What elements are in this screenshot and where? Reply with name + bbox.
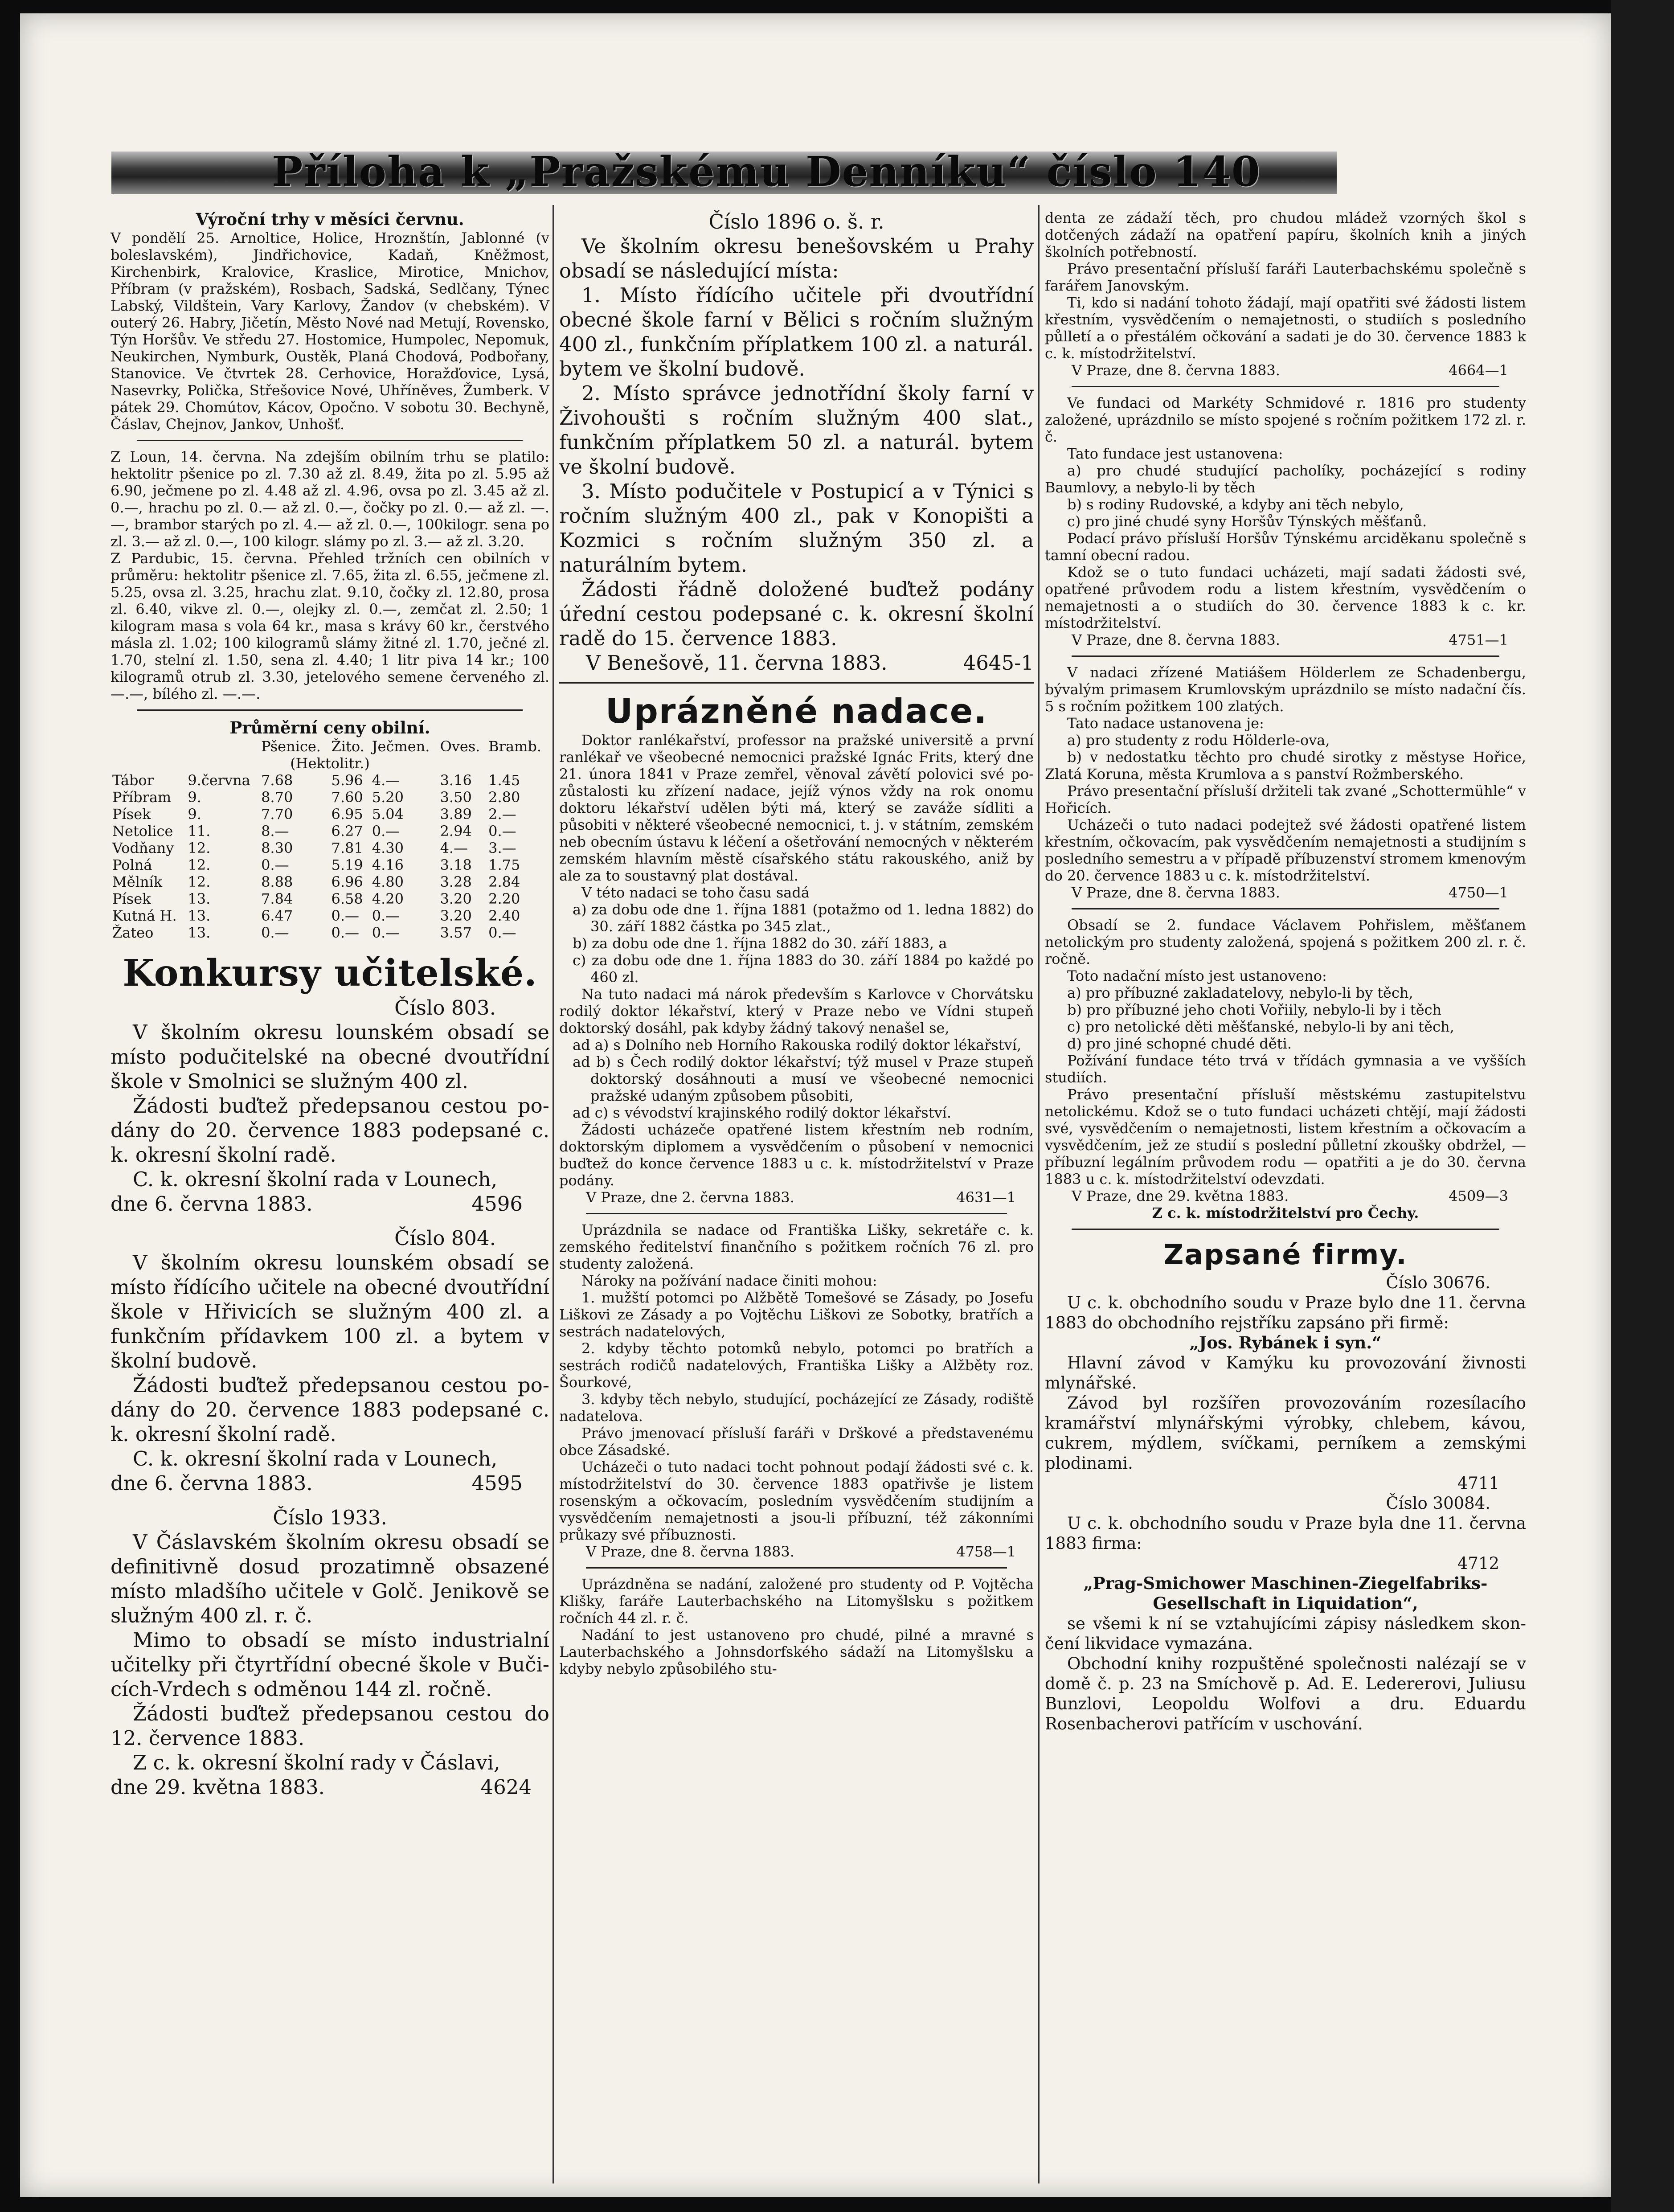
k1-date: dne 6. června 1883.	[111, 1192, 313, 1216]
table-cell: 4.16	[372, 856, 404, 873]
table-cell: 0.—	[488, 924, 516, 941]
table-cell: 7.68	[261, 772, 293, 789]
table-header-cell: Pšenice.	[261, 738, 321, 755]
table-cell: 0.—	[372, 924, 400, 941]
nadace-6-b: b) pro příbuzné jeho choti Vořiily, nebylo-li by i těch	[1067, 1001, 1442, 1018]
table-cell: 8.30	[261, 840, 293, 856]
k1-text: V školním okresu lounském obsadí se místo podučitelské na obecné dvoutřídní škole v Smolnici se služným 400 zl.	[111, 1020, 549, 1093]
nadace-2-date: V Praze, dne 8. června 1883.	[586, 1543, 794, 1560]
column-3	[1045, 209, 1526, 1734]
table-cell: 3.20	[440, 907, 472, 924]
k1-signature: C. k. okresní školní rada v Lounech,	[133, 1167, 498, 1191]
nadace-2-claim-1: 1. mužští potomci po Alžbětě Tomešové se Zásady, po Josefu Liškovi ze Zásady a po Vojtěchu Liškovi ze Sobotky, bratřích a sestrách nadatelových,	[559, 1289, 1034, 1340]
table-cell: 7.81	[331, 840, 363, 856]
k2-text2: Žádosti buďtež předepsanou cestou podány do 20. července 1883 podepsané c. k. okresní školní radě.	[111, 1373, 549, 1446]
column-divider-1	[553, 205, 554, 2183]
nadace-5-text: V nadaci zřízené Matiášem Hölderlem ze Schadenbergu, bývalým primasem Krumlovským uprázdnilo se místo nadační čís. 5 s ročním požitkem 100 zlatých.	[1045, 664, 1526, 715]
table-cell: Žateo	[112, 924, 154, 941]
table-cell: Netolice	[112, 823, 173, 840]
nadace-2-text: Uprázdnila se nadace od Františka Lišky, sekretáře c. k. zemského ředitelství finančního s požitkem ročních 76 zl. pro studenty založená.	[559, 1221, 1034, 1272]
nadace-4-text: Ve fundaci od Markéty Schmidové r. 1816 pro studenty založené, uprázdnilo se místo spojené s ročním požitkem 172 zl. r. č.	[1045, 394, 1526, 445]
markets-title: Výroční trhy v měsíci červnu.	[196, 209, 464, 229]
nadace-1-c: c) za dobu ode dne 1. října 1883 do 30. září 1884 po každé po 460 zl.	[573, 952, 1034, 986]
nadace-1-claim: Na tuto nadaci má nárok především s Karlovce v Chorvátsku rodilý doktor lékařství, který v Praze nebo ve Vídni stupeň doktorský dosáhl, pak kdyby žádný takový nenašel se,	[559, 986, 1034, 1036]
markets-text: V pondělí 25. Arnoltice, Holice, Hroznštín, Jablonné (v boleslavském), Jindřichovice, Kadaň, Kněžmost, Kirchenbirk, Kralovice, Kraslice, Mirotice, Mnichov, Příbram (v pražském), Rosbach, Sadská, Sedlčany, Týnec Labský, Vildštein, Vary Karlovy, Žandov (v chebském). V outerý 26. Habry, Jičetín, Město Nové nad Metují, Rovensko, Týn Horšův. Ve středu 27. Hostomice, Humpolec, Nepomuk, Neukirchen, Nymburk, Oustěk, Planá Chodová, Podbořany, Stanovice. Ve čtvrtek 28. Cerhovice, Horažďovice, Lysá, Nasevrky, Polička, Střešovice Nové, Uhříněves, Žumberk. V pátek 29. Chomútov, Kácov, Opočno. V sobotu 30. Bechyně, Čáslav, Chejnov, Jankov, Unhošť.	[111, 229, 549, 433]
table-cell: 8.—	[261, 823, 289, 840]
c2-number: Číslo 1896 o. š. r.	[708, 210, 884, 233]
nadace-5-serial: 4750—1	[1449, 884, 1508, 901]
nadace-6-serial: 4509—3	[1449, 1188, 1508, 1204]
table-cell: 9.	[188, 789, 201, 806]
nadace-4-b: b) s rodiny Rudovské, a kdyby ani těch nebylo,	[1067, 496, 1404, 513]
nadace-4-right: Podací právo přísluší Horšův Týnskému arciděkanu společně s tamní obecní radou.	[1045, 530, 1526, 564]
table-cell: 0.—	[331, 907, 360, 924]
table-cell: 6.47	[261, 907, 293, 924]
nadace-4-purpose: Tato fundace jest ustanovena:	[1067, 445, 1283, 462]
table-cell: 6.96	[331, 873, 363, 890]
k2-signature: C. k. okresní školní rada v Lounech,	[133, 1447, 498, 1471]
grain-price-table	[111, 738, 549, 941]
table-header-cell	[186, 738, 259, 755]
table-cell: 1.45	[488, 772, 520, 789]
k3-text3: Žádosti buďtež předepsanou cestou do 12. července 1883.	[111, 1702, 549, 1750]
nadace-6-date: V Praze, dne 29. května 1883.	[1072, 1188, 1289, 1204]
k3-text: V Čáslavském školním okresu obsadí se definitivně dosud prozatimně obsazené místo mladšího učitele v Golč. Jenikově se služným 400 zl. r. č.	[111, 1530, 549, 1627]
table-cell: 5.19	[331, 856, 363, 873]
firm-1-b: Závod byl rozšířen provozováním rozesílacího kramářství mlynářskými výrobky, chlebem, kávou, cukrem, mýdlem, svíčkami, perníkem a zemskými plodinami.	[1045, 1393, 1526, 1473]
k1-serial: 4596	[471, 1192, 523, 1216]
k1-number: Číslo 803.	[394, 996, 496, 1020]
nadace-1-serial: 4631—1	[956, 1189, 1016, 1206]
nadace-5-a: a) pro studenty z rodu Hölderle-ova,	[1067, 732, 1330, 749]
c2-item-3: 3. Místo podučitele v Postupicí a v Týnici s ročním služným 400 zl., pak v Konopišti a Kozmici s ročním služným 350 zl. a naturálním bytem.	[559, 479, 1034, 577]
firm-2-name: „Prag-Smichower Maschinen-Ziegelfabriks-Gesellschaft in Liquidation“,	[1083, 1573, 1488, 1613]
nadace-2-apply: Ucházeči o tuto nadaci tocht pohnout podají žádosti své c. k. místodržitelství do 30. července 1883 opatřivše je listem rosenským a očkovacím, posledním vysvědčením studijním a vysvědčením nemajetnosti a jsou-li příbuzní, též zákonními průkazy své příbuznosti.	[559, 1458, 1034, 1543]
table-cell: 3.18	[440, 856, 472, 873]
table-row	[111, 890, 549, 907]
table-row	[111, 823, 549, 840]
page-header-title: Příloha k „Pražskému Denníku“ číslo 140	[272, 147, 1261, 196]
c2-date: V Benešově, 11. června 1883.	[586, 651, 888, 675]
nadace-4-date: V Praze, dne 8. června 1883.	[1072, 631, 1280, 648]
divider	[1072, 908, 1499, 909]
konkursy-heading: Konkursy učitelské.	[123, 952, 537, 995]
table-cell: 7.70	[261, 806, 293, 823]
table-row	[111, 789, 549, 806]
table-cell: 12.	[188, 873, 211, 890]
table-cell: Tábor	[112, 772, 154, 789]
firm-1-serial: 4711	[1457, 1474, 1499, 1493]
firm-2-number: Číslo 30084.	[1386, 1494, 1490, 1513]
nadace-5-purpose: Tato nadace ustanovena je:	[1067, 715, 1264, 732]
nadace-1-claim-b: ad b) s Čech rodilý doktor lékařství; týž musel v Praze stupeň doktorský dosáhnouti a musí ve všeobecné nemocnici pražské udaným způsobem působiti,	[573, 1053, 1034, 1104]
divider	[1072, 655, 1499, 657]
k2-text: V školním okresu lounském obsadí se místo řídícího učitele na obecné dvoutřídní škole v Hřivicích se služným 400 zl. a funkčním přídavkem 100 zl. a bytem v školní budově.	[111, 1251, 549, 1372]
firm-1-text: U c. k. obchodního soudu v Praze bylo dne 11. června 1883 do obchodního rejstříku zapsáno při firmě:	[1045, 1293, 1526, 1332]
firm-2-text: U c. k. obchodního soudu v Praze byla dne 11. června 1883 firma:	[1045, 1514, 1526, 1553]
grain-table-title: Průměrní ceny obilní.	[229, 718, 430, 737]
nadace-3-serial: 4664—1	[1449, 362, 1508, 379]
divider	[1072, 386, 1499, 387]
table-cell: 13.	[188, 890, 211, 907]
nadace-4-c: c) pro jiné chudé syny Horšův Týnských měšťanů.	[1067, 513, 1427, 530]
nadace-2-claims: Nároky na požívání nadace činiti mohou:	[581, 1272, 877, 1289]
nadace-1-b: b) za dobu ode dne 1. října 1882 do 30. září 1883, a	[573, 935, 947, 952]
table-cell: 4.20	[372, 890, 404, 907]
column-2	[559, 209, 1034, 1677]
nadace-3-cont: denta ze zádaží těch, pro chudou mládež vzorných škol s dotčených zádaží na opatření papíru, školních knih a jiných školních potřebností.	[1045, 209, 1526, 260]
table-cell: 0.—	[331, 924, 360, 941]
nadace-1-claim-a: ad a) s Dolního neb Horního Rakouska rodilý doktor lékařství,	[573, 1036, 1022, 1053]
table-cell: 2.40	[488, 907, 520, 924]
table-row	[111, 806, 549, 823]
table-unit: (Hektolitr.)	[290, 755, 370, 772]
firm-2-serial: 4712	[1457, 1554, 1499, 1573]
table-cell: 4.80	[372, 873, 404, 890]
c2-intro: Ve školním okresu benešovském u Prahy obsadí se následující místa:	[559, 234, 1034, 283]
pardubice-report: Z Pardubic, 15. června. Přehled tržních cen obilních v průměru: hektolitr pšenice zl. 7.65, žita zl. 6.55, ječmene zl. 5.25, ovsa zl. 3.25, hrachu zlat. 9.10, čočky zl. 12.80, prosa zl. 6.40, vikve zl. 0.—, olejky zl. 0.—, zemčat zl. 2.50; 1 kilogram masa s vola 64 kr., masa s krávy 60 kr., čerstvého másla zl. 1.02; 100 kilogramů slámy žitné zl. 1.70, ječné zl. 1.70, stelní zl. 1.50, sena zl. 4.40; 1 litr piva 14 kr.; 100 kilogramů otrub zl. 3.30, jetelového semene červeného zl. —.—, bílého zl. —.—.	[111, 550, 549, 702]
nadace-6-authority: Z c. k. místodržitelství pro Čechy.	[1152, 1204, 1419, 1221]
table-cell: 12.	[188, 840, 211, 856]
firm-1-a: Hlavní závod v Kamýku ku provozování živnosti mlynářské.	[1045, 1353, 1526, 1393]
nadace-heading: Uprázněné nadace.	[605, 691, 988, 731]
nadace-2-claim-2: 2. kdyby těchto potomků nebylo, potomci po bratřích a sestrách rodičů nadatelových, Františka Lišky a Alžběty roz. Šourkové,	[559, 1340, 1034, 1391]
table-body	[111, 772, 549, 941]
k3-serial: 4624	[480, 1775, 532, 1799]
table-cell: 3.57	[440, 924, 472, 941]
nadace-1-date: V Praze, dne 2. června 1883.	[586, 1189, 794, 1206]
k3-date: dne 29. května 1883.	[111, 1775, 325, 1799]
table-cell: 11.	[188, 823, 211, 840]
c2-serial: 4645-1	[963, 651, 1034, 675]
table-cell: 0.—	[372, 823, 400, 840]
table-cell: 6.27	[331, 823, 363, 840]
table-cell: 2.84	[488, 873, 520, 890]
firm-1-number: Číslo 30676.	[1386, 1273, 1490, 1292]
table-row	[111, 924, 549, 941]
table-cell: 2.—	[488, 806, 516, 823]
nadace-5-apply: Ucházeči o tuto nadaci podejtež své žádosti opatřené listem křestním, očkovacím, pak vysvědčením nemajetnosti a studijním s posledního semestru a v případě příbuzenství stromem kmenovým do 20. července 1883 u c. k. místodržitelství.	[1045, 816, 1526, 884]
column-1	[111, 209, 549, 1799]
table-cell: 9.června	[188, 772, 250, 789]
nadace-5-b: b) v nedostatku těchto pro chudé sirotky z městyse Hořice, Zlatá Koruna, města Krumlova a s panství Rožmberského.	[1045, 749, 1526, 782]
table-header-cell	[111, 738, 186, 755]
table-cell: 3.50	[440, 789, 472, 806]
column-divider-2	[1038, 205, 1040, 2183]
nadace-3-apply: Ti, kdo si nadání tohoto žádají, mají opatřiti své žádosti listem křestním, vysvědčením o nemajetnosti, o studiích s posledního půlletí a o přestálém očkování a sadati je do 30. července 1883 k c. k. místodržitelství.	[1045, 294, 1526, 362]
table-cell: 8.70	[261, 789, 293, 806]
firm-1-name: „Jos. Rybánek i syn.“	[1189, 1333, 1382, 1352]
table-cell: 3.89	[440, 806, 472, 823]
table-cell: 4.30	[372, 840, 404, 856]
k2-serial: 4595	[471, 1471, 523, 1495]
nadace-4-a: a) pro chudé studující pacholíky, pocházející s rodiny Baumlovy, a nebylo-li by těch	[1045, 462, 1526, 496]
nadace-4-apply: Kdož se o tuto fundaci ucházeti, mají sadati žádosti své, opatřené průvodem rodu a listem křestním, vysvědčením o nemajetnosti a o studiích do 30. července 1883 k c. kr. místodržitelství.	[1045, 564, 1526, 631]
table-header-cell: Oves.	[440, 738, 480, 755]
nadace-4-serial: 4751—1	[1449, 631, 1508, 648]
nadace-2-right: Právo jmenovací přísluší faráři v Drškové a představenému obce Zásadské.	[559, 1425, 1034, 1458]
k3-number: Číslo 1933.	[273, 1506, 387, 1529]
table-cell: Písek	[112, 806, 151, 823]
table-cell: 6.95	[331, 806, 363, 823]
table-cell: 3.—	[488, 840, 516, 856]
table-row	[111, 873, 549, 890]
table-cell: 13.	[188, 924, 211, 941]
nadace-2-claim-3: 3. kdyby těch nebylo, studující, pocházející ze Zásady, rodiště nadatelova.	[559, 1391, 1034, 1425]
louny-report: Z Loun, 14. června. Na zdejším obilním trhu se platilo: hektolitr pšenice po zl. 7.30 až zl. 8.49, žita po zl. 5.95 až 6.90, ječmene po zl. 4.48 až zl. 4.96, ovsa po zl. 3.45 až zl. 0.—, hrachu po zl. 0.— až zl. 0.—, čočky po zl. 0.— až zl. —.—, brambor starých po zl. 4.— až zl. 0.—, 100kilogr. sena po zl. 3.— až zl. 0.—, 100 kilogr. slámy po zl. 3.— až zl. 3.20.	[111, 448, 549, 550]
nadace-3-right: Právo presentační přísluší faráři Lauterbachskému společně s farářem Janovským.	[1045, 260, 1526, 294]
divider	[137, 440, 523, 441]
divider	[137, 709, 523, 711]
table-subheader-row	[111, 755, 549, 772]
nadace-3-date: V Praze, dne 8. června 1883.	[1072, 362, 1280, 379]
k2-number: Číslo 804.	[394, 1226, 496, 1250]
divider	[586, 1567, 1007, 1569]
firm-2-a: se všemi k ní se vztahujícími zápisy následkem skončení likvidace vymazána.	[1045, 1614, 1526, 1653]
nadace-5-right: Právo presentační přísluší držiteli tak zvané „Schottermühle“ v Hořicích.	[1045, 782, 1526, 816]
nadace-1-sum: V této nadaci se toho času sadá	[581, 884, 810, 901]
table-cell: Mělník	[112, 873, 163, 890]
table-cell: 9.	[188, 806, 201, 823]
table-cell: 3.16	[440, 772, 472, 789]
table-row	[111, 772, 549, 789]
table-cell: 2.94	[440, 823, 472, 840]
firmy-heading: Zapsané firmy.	[1163, 1238, 1408, 1271]
nadace-1-apply: Žádosti ucházeče opatřené listem křestním neb rodním, doktorským diplomem a vysvědčením o působení v nemocnici buďtež do konce července 1883 u c. k. místodržitelství v Praze podány.	[559, 1121, 1034, 1189]
table-cell: 5.20	[372, 789, 404, 806]
k3-signature: Z c. k. okresní školní rady v Čáslavi,	[133, 1751, 500, 1774]
table-cell: 0.—	[261, 924, 289, 941]
nadace-2-serial: 4758—1	[956, 1543, 1016, 1560]
table-cell: 4.—	[440, 840, 468, 856]
table-cell: 8.88	[261, 873, 293, 890]
table-cell: 7.60	[331, 789, 363, 806]
table-header-cell: Bramb.	[488, 738, 542, 755]
table-cell: 7.84	[261, 890, 293, 907]
nadace-1-text: Doktor ranlékařství, professor na pražské universitě a první ranlékař ve všeobecné nemocnici pražské Ignác Frits, který dne 21. února 1841 v Praze zemřel, věnoval závětí polovici své pozůstalosti ku zřízení nadace, jejíž výnos vždy na rok onomu doktoru lékařství udělen býti má, který se zaváže sídliti a působiti v některé všeobecné nemocnici, t. j. v státním, zemském neb obecním ústavu k léčení a ošetřování nemocných v některém zemském hlavním městě císařského státu rakouského, aniž by ale za to soustavný plat dostával.	[559, 732, 1034, 884]
table-cell: 3.28	[440, 873, 472, 890]
table-header-cell: Ječmen.	[372, 738, 430, 755]
table-cell: 1.75	[488, 856, 520, 873]
table-cell: Vodňany	[112, 840, 174, 856]
table-header-cell: Žito.	[331, 738, 364, 755]
page-edge-shadow	[1611, 0, 1674, 2212]
nadace-5-date: V Praze, dne 8. června 1883.	[1072, 884, 1280, 901]
table-cell: 3.20	[440, 890, 472, 907]
table-row	[111, 856, 549, 873]
table-cell: 0.—	[488, 823, 516, 840]
k1-text2: Žádosti buďtež předepsanou cestou podány do 20. července 1883 podepsané c. k. okresní školní radě.	[111, 1094, 549, 1167]
table-cell: 13.	[188, 907, 211, 924]
nadace-6-text: Obsadí se 2. fundace Václavem Pohřislem, měšťanem netolickým pro studenty založená, spojená s požitkem 200 zl. r. č. ročně.	[1045, 917, 1526, 967]
c2-item-2: 2. Místo správce jednotřídní školy farní v Živohoušti s ročním služným 400 slat., funkčním příplatkem 50 zl. a naturál. bytem ve školní budově.	[559, 381, 1034, 479]
nadace-6-apply: Právo presentační přísluší městskému zastupitelstvu netolickému. Kdož se o tuto fundaci ucházeti chtějí, mají žádosti své, vysvědčením o nemajetnosti, listem křestním a očkovacím a vysvědčením, jež ze studií s poslední půlletní zkoušky obdržel, — příbuzní legálním průvodem rodu — opatřiti a je do 30. června 1883 u c. k. místodržitelství odevzdati.	[1045, 1086, 1526, 1188]
nadace-1-claim-c: ad c) s vévodství krajinského rodilý doktor lékařství.	[573, 1104, 952, 1121]
table-cell: Písek	[112, 890, 151, 907]
table-cell: 2.80	[488, 789, 520, 806]
table-cell: Kutná H.	[112, 907, 177, 924]
table-cell: 4.—	[372, 772, 400, 789]
nadace-6-d: d) pro jiné schopné chudé děti.	[1067, 1035, 1292, 1052]
nadace-6-a: a) pro příbuzné zakladatelovy, nebylo-li by těch,	[1067, 984, 1413, 1001]
table-row	[111, 907, 549, 924]
table-cell: 2.20	[488, 890, 520, 907]
divider	[559, 682, 1034, 684]
table-cell: Polná	[112, 856, 152, 873]
table-cell: Příbram	[112, 789, 172, 806]
k3-text2: Mimo to obsadí se místo industrialní učitelky při čtyrtřídní obecné škole v Bučicích-Vrdech s odměnou 144 zl. ročně.	[111, 1628, 549, 1701]
table-cell: 12.	[188, 856, 211, 873]
table-row	[111, 840, 549, 856]
nadace-6-c: c) pro netolické děti měšťanské, nebylo-li by ani těch,	[1067, 1018, 1454, 1035]
table-cell: 0.—	[372, 907, 400, 924]
table-header-row	[111, 738, 549, 755]
nadace-3-text: Uprázdněna se nadání, založené pro studenty od P. Vojtěcha Klišky, faráře Lauterbachského na Litomyšlsku s požitkem ročních 44 zl. r. č.	[559, 1576, 1034, 1626]
nadace-1-a: a) za dobu ode dne 1. října 1881 (potažmo od 1. ledna 1882) do 30. září 1882 částka po 345 zlat.,	[573, 901, 1034, 935]
c2-item-4: Žádosti řádně doložené buďtež podány úřední cestou podepsané c. k. okresní školní radě do 15. července 1883.	[559, 578, 1034, 650]
k2-date: dne 6. června 1883.	[111, 1471, 313, 1495]
table-cell: 0.—	[261, 856, 289, 873]
table-cell: 5.96	[331, 772, 363, 789]
nadace-3-text2: Nadání to jest ustanoveno pro chudé, pilné a mravné s Lauterbachského a Johnsdorfského sádaží na Litomyšlsku a kdyby nebylo způsobilého stu-	[559, 1626, 1034, 1677]
c2-item-1: 1. Místo řídícího učitele při dvoutřídní obecné škole farní v Bělici s ročním služným 400 zl., funkčním příplatkem 100 zl. a naturál. bytem ve školní budově.	[559, 283, 1034, 381]
nadace-6-duration: Požívání fundace této trvá v třídách gymnasia a ve vyšších studiích.	[1045, 1052, 1526, 1086]
firm-2-b: Obchodní knihy rozpuštěné společnosti nalézají se v domě č. p. 23 na Smíchově p. Ad. E. Ledererovi, Juliusu Bunzlovi, Leopoldu Wolfovi a dru. Eduardu Rosenbacherovi patřícím v uschování.	[1045, 1654, 1526, 1733]
divider	[586, 1213, 1007, 1214]
divider	[1072, 1229, 1499, 1230]
nadace-6-purpose: Toto nadační místo jest ustanoveno:	[1067, 967, 1327, 984]
table-cell: 5.04	[372, 806, 404, 823]
table-cell: 6.58	[331, 890, 363, 907]
